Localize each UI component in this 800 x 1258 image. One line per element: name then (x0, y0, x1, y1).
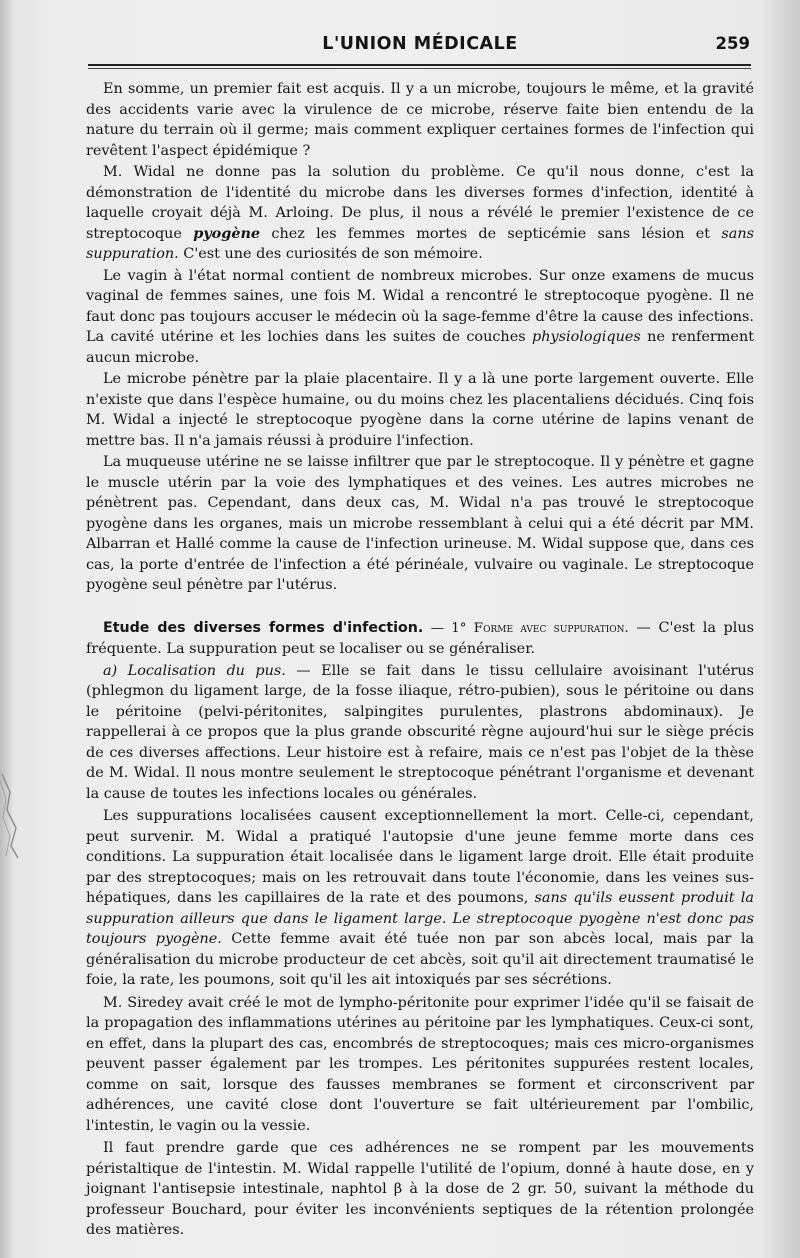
paragraph-7-text: — Elle se fait dans le tissu cellulaire avoisinant l'utérus (phlegmon du ligament large, de la fosse iliaque, rétro-pubien), sous le péritoine ou dans le péritoine (pelvi-péritonites, salpingites purulentes, plastrons abdominaux). Je rappellerai à ce propos que la plus grande obscurité règne aujourd'hui sur le siège précis de ces diverses affections. Leur histoire est à refaire, mais ce n'est pas l'objet de la thèse de M. Widal. Il nous montre seulement le streptocoque pénétrant l'organisme et devenant la cause de toutes les infections locales ou générales. (86, 662, 754, 802)
paragraph-3-text-a: Le vagin à l'état normal contient de nombreux microbes. Sur onze examens de mucus vaginal de femmes saines, une fois M. Widal a rencontré le streptocoque pyogène. Il ne faut donc pas toujours accuser le médecin où la sage-femme d'être la cause des infections. La cavité utérine et les lochies dans les suites de couches (86, 267, 754, 345)
paragraph-4: Le microbe pénètre par la plaie placentaire. Il y a là une porte largement ouverte. Elle n'existe que dans l'espèce humaine, ou du moins chez les placentaliens décidués. Cinq fois M. Widal a injecté le streptocoque pyogène dans la corne utérine de lapins venant de mettre bas. Il n'a jamais réussi à produire l'infection. (86, 371, 754, 449)
article-body (86, 79, 754, 1241)
paragraph-2-italic-pyogene: pyogène (193, 224, 261, 242)
header-rule (88, 64, 751, 66)
paragraph-3-italic-physiologiques: physiologiques (532, 329, 641, 345)
paragraph-8 (86, 806, 754, 991)
paragraph-3-text-c: ne renferment aucun microbe. (86, 329, 754, 366)
page-tear-mark (0, 770, 26, 860)
running-title: L'UNION MÉDICALE (322, 34, 518, 54)
paragraph-7-label: a) Localisation du pus. (103, 662, 286, 679)
paragraph-8-italic: sans qu'ils eussent produit la suppuration ailleurs que dans le ligament large. Le streptocoque pyogène n'est donc pas toujours pyogène. (86, 890, 754, 947)
page-number: 259 (715, 34, 750, 53)
header-rule-thin (88, 68, 751, 69)
section-intro: — C'est la plus fréquente. La suppuration peut se localiser ou se généraliser. (86, 619, 754, 657)
paragraph-2-text-a: M. Widal ne donne pas la solution du problème. Ce qu'il nous donne, c'est la démonstration de l'identité du microbe dans les diverses formes d'infection, identité à laquelle croyait déjà M. Arloing. De plus, il nous a révélé le premier l'existence de ce streptocoque (86, 164, 754, 242)
section-heading: Etude des diverses formes d'infection. (103, 619, 424, 636)
paragraph-10: Il faut prendre garde que ces adhérences ne se rompent par les mouvements péristaltique de l'intestin. M. Widal rappelle l'utilité de l'opium, donné à haute dose, en y joignant l'antisepsie intestinale, naphtol β à la dose de 2 gr. 50, suivant la méthode du professeur Bouchard, pour éviter les inconvénients septiques de la rétention prolongée des matières. (86, 1140, 754, 1238)
paragraph-8-text-a: Les suppurations localisées causent exceptionnellement la mort. Celle-ci, cependant, peut survenir. M. Widal a pratiqué l'autopsie d'une jeune femme morte dans ces conditions. La suppuration était localisée dans le ligament large droit. Elle était produite par des streptocoques; mais on les retrouvait dans toute l'économie, dans les veines sus-hépatiques, dans les capillaires de la rate et des poumons, (86, 808, 754, 906)
paragraph-5: La muqueuse utérine ne se laisse infiltrer que par le streptocoque. Il y pénètre et gagne le muscle utérin par la voie des lymphatiques et des veines. Les autres microbes ne pénètrent pas. Cependant, dans deux cas, M. Widal n'a pas trouvé le streptocoque pyogène dans les organes, mais un microbe ressemblant à celui qui a été décrit par MM. Albarran et Hallé comme la cause de l'infection urineuse. M. Widal suppose que, dans ces cas, la porte d'entrée de l'infection a été périnéale, vulvaire ou vaginale. Le streptocoque pyogène seul pénètre par l'utérus. (86, 454, 754, 593)
paragraph-9: M. Siredey avait créé le mot de lympho-péritonite pour exprimer l'idée qu'il se faisait de la propagation des inflammations utérines au péritoine par les lymphatiques. Ceux-ci sont, en effet, dans la plupart des cas, encombrés de streptocoques; mais ces micro-organismes peuvent passer également par les trompes. Les péritonites suppurées restent locales, comme on sait, lorsque des fausses membranes se forment et circonscrivent par adhérences, une cavité close dont l'ouverture se fait ultérieurement par l'ombilic, l'intestin, le vagin ou la vessie. (86, 994, 754, 1134)
section-subheading: — 1° Forme avec suppuration. (423, 620, 629, 636)
paragraph-2-italic-suppuration: sans suppuration. (86, 225, 754, 262)
paragraph-7 (86, 661, 754, 805)
paragraph-2-text-e: C'est une des curiosités de son mémoire. (178, 246, 483, 262)
paragraph-6-section (86, 618, 754, 660)
page-header (90, 30, 750, 64)
paragraph-2 (86, 162, 754, 265)
paragraph-1: En somme, un premier fait est acquis. Il y a un microbe, toujours le même, et la gravité des accidents varie avec la virulence de ce microbe, réserve faite bien entendu de la nature du terrain où il germe; mais comment expliquer certaines formes de l'infection qui revêtent l'aspect épidémique ? (86, 81, 754, 159)
paragraph-8-text-c: Cette femme avait été tuée non par son abcès local, mais par la généralisation du microbe producteur de cet abcès, soit qu'il ait directement traumatisé le foie, la rate, les poumons, soit qu'il les ait intoxiqués par ses sécrétions. (86, 931, 755, 988)
paragraph-3 (86, 266, 754, 369)
paragraph-2-text-c: chez les femmes mortes de septicémie sans lésion et (260, 225, 722, 242)
